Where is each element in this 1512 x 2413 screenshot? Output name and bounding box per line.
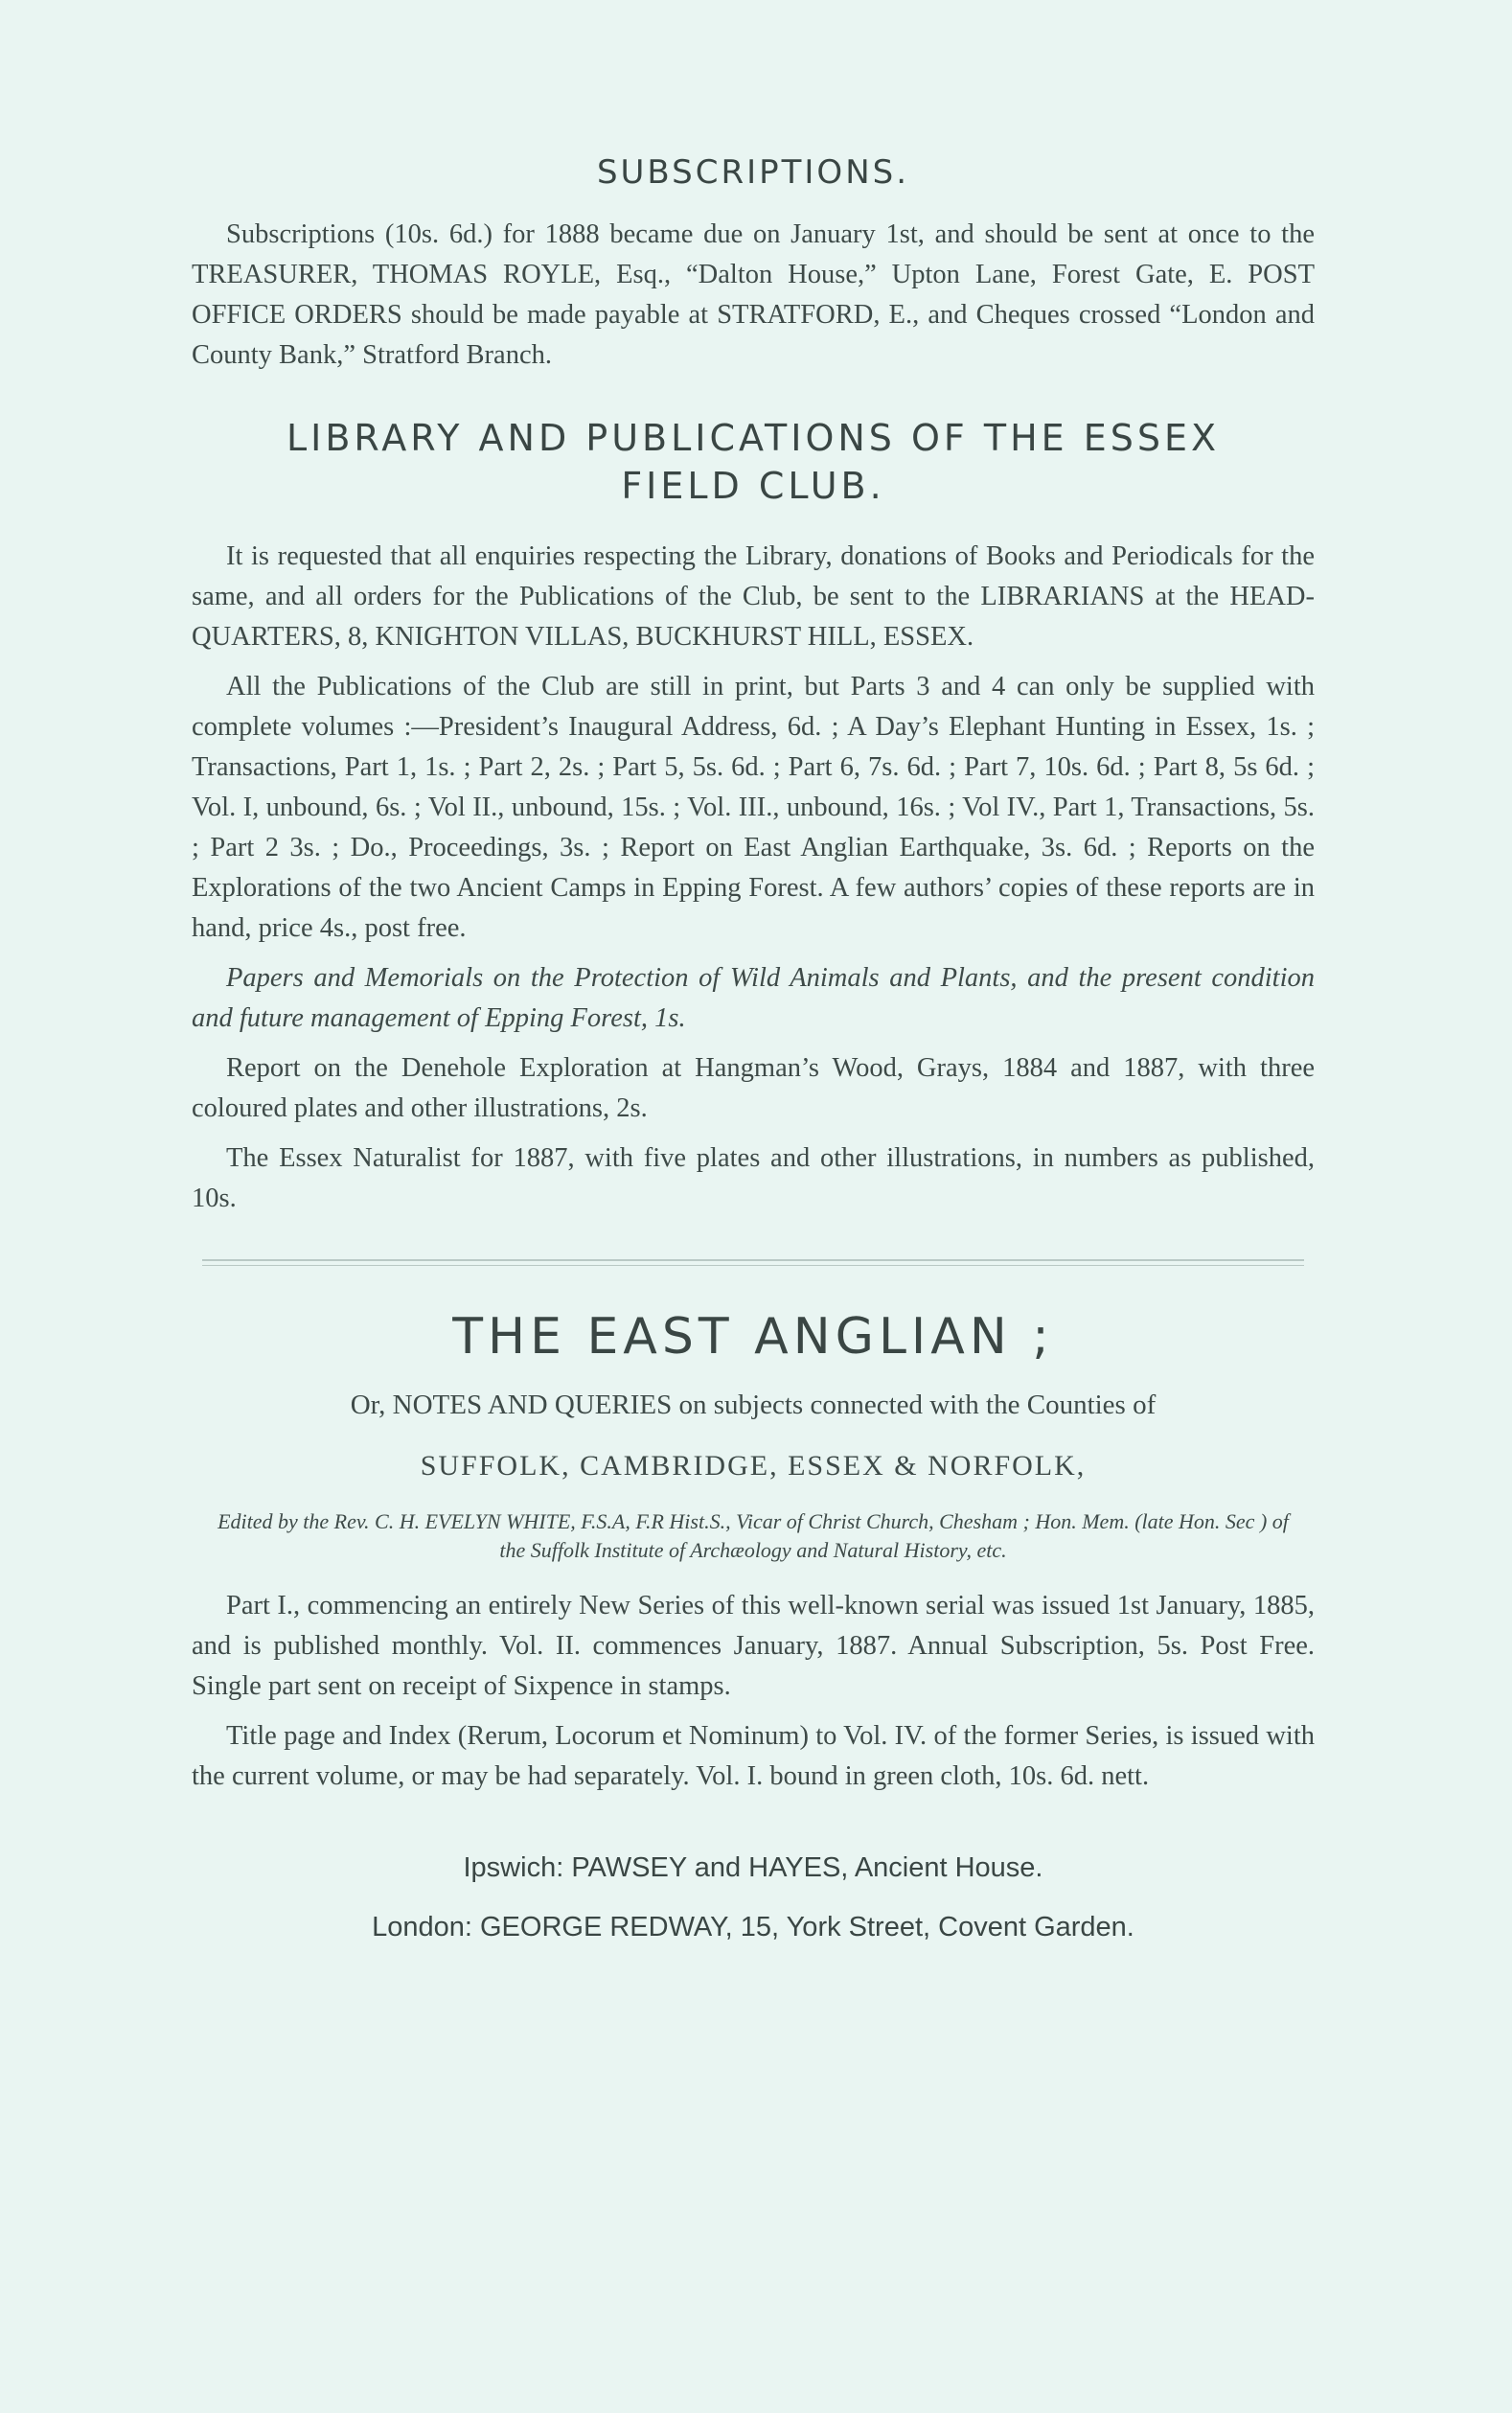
document-page	[192, 153, 1315, 1952]
east-anglian-subtitle: Or, NOTES AND QUERIES on subjects connected with the Counties of	[350, 1390, 1157, 1420]
library-paragraph-naturalist: The Essex Naturalist for 1887, with five plates and other illustrations, in numbers as published, 10s.	[192, 1143, 1315, 1213]
library-paragraph-papers: Papers and Memorials on the Protection of Wild Animals and Plants, and the present condition and future management of Epping Forest, 1s.	[192, 963, 1315, 1033]
library-paragraph-denehole: Report on the Denehole Exploration at Hangman’s Wood, Grays, 1884 and 1887, with three coloured plates and other illustrations, 2s.	[192, 1053, 1315, 1123]
library-heading	[192, 414, 1315, 510]
section-divider	[202, 1259, 1304, 1266]
east-anglian-heading: THE EAST ANGLIAN ;	[452, 1308, 1054, 1366]
library-heading-line2: FIELD CLUB.	[621, 465, 885, 507]
subscriptions-paragraph: Subscriptions (10s. 6d.) for 1888 became due on January 1st, and should be sent at once to the TREASURER, THOMAS ROYLE, Esq., “Dalton House,” Upton Lane, Forest Gate, E. POST OFFICE ORDERS should be made payable at STRATFORD, E., and Cheques crossed “London and County Bank,” Stratford Branch.	[192, 219, 1315, 370]
east-anglian-editor: Edited by the Rev. C. H. EVELYN WHITE, F.S.A, F.R Hist.S., Vicar of Christ Church, Chesham ; Hon. Mem. (late Hon. Sec ) of the Suffolk Institute of Archæology and Natural History, etc.	[218, 1509, 1289, 1562]
library-paragraph-publications: All the Publications of the Club are still in print, but Parts 3 and 4 can only be supplied with complete volumes :—President’s Inaugural Address, 6d. ; A Day’s Elephant Hunting in Essex, 1s. ; Transactions, Part 1, 1s. ; Part 2, 2s. ; Part 5, 5s. 6d. ; Part 6, 7s. 6d. ; Part 7, 10s. 6d. ; Part 8, 5s 6d. ; Vol. I, unbound, 6s. ; Vol II., unbound, 15s. ; Vol. III., unbound, 16s. ; Vol IV., Part 1, Transactions, 5s. ; Part 2 3s. ; Do., Proceedings, 3s. ; Report on East Anglian Earthquake, 3s. 6d. ; Reports on the Explorations of the two Ancient Camps in Epping Forest. A few authors’ copies of these reports are in hand, price 4s., post free.	[192, 672, 1315, 943]
east-anglian-paragraph-index: Title page and Index (Rerum, Locorum et Nominum) to Vol. IV. of the former Series, is issued with the current volume, or may be had separately. Vol. I. bound in green cloth, 10s. 6d. nett.	[192, 1721, 1315, 1791]
imprint	[192, 1843, 1315, 1952]
east-anglian-counties: SUFFOLK, CAMBRIDGE, ESSEX & NORFOLK,	[420, 1450, 1087, 1482]
imprint-london: London: GEORGE REDWAY, 15, York Street, Covent Garden.	[372, 1912, 1134, 1942]
east-anglian-paragraph-series: Part I., commencing an entirely New Series of this well-known serial was issued 1st January, 1885, and is published monthly. Vol. II. commences January, 1887. Annual Subscription, 5s. Post Free. Single part sent on receipt of Sixpence in stamps.	[192, 1591, 1315, 1701]
library-paragraph-enquiries: It is requested that all enquiries respecting the Library, donations of Books and Periodicals for the same, and all orders for the Publications of the Club, be sent to the LIBRARIANS at the HEAD-QUARTERS, 8, KNIGHTON VILLAS, BUCKHURST HILL, ESSEX.	[192, 541, 1315, 652]
subscriptions-heading: SUBSCRIPTIONS.	[596, 153, 910, 192]
imprint-ipswich: Ipswich: PAWSEY and HAYES, Ancient House.	[463, 1852, 1043, 1883]
library-heading-line1: LIBRARY AND PUBLICATIONS OF THE ESSEX	[286, 417, 1221, 459]
